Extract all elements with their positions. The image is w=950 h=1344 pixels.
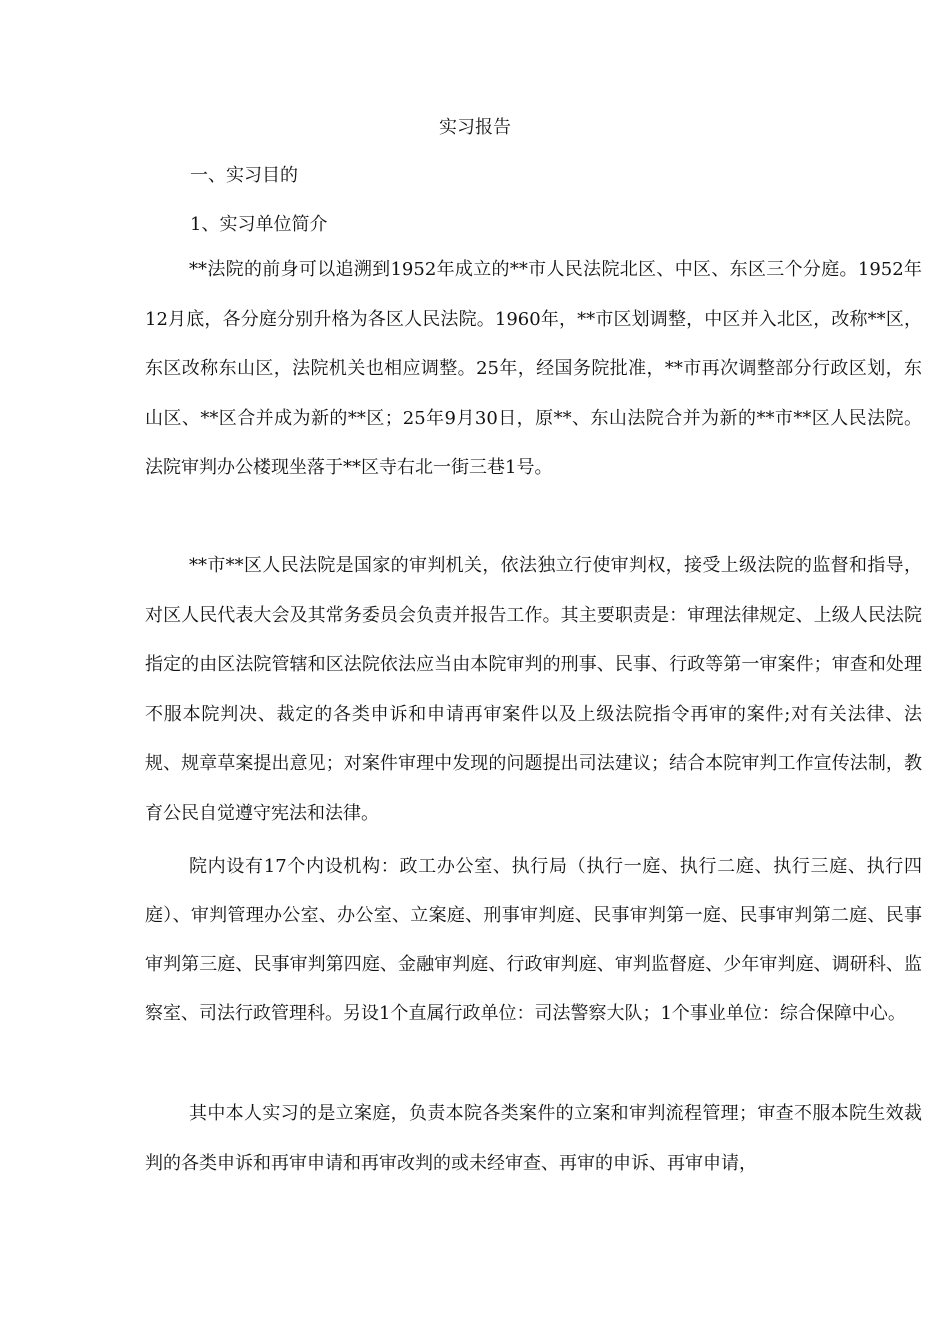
paragraph-departments: 院内设有17个内设机构：政工办公室、执行局（执行一庭、执行二庭、执行三庭、执行四庭）、审判管理办公室、办公室、立案庭、刑事审判庭、民事审判第一庭、民事审判第二庭、民事审判第三庭、民事审判第四庭、金融审判庭、行政审判庭、审判监督庭、少年审判庭、调研科、监察室、司法行政管理科。另设1个直属行政单位：司法警察大队；1个事业单位：综合保障中心。	[145, 856, 922, 1024]
section-heading: 一、实习目的	[190, 165, 298, 186]
document-title: 实习报告	[439, 117, 511, 138]
paragraph-internship-department: 其中本人实习的是立案庭，负责本院各类案件的立案和审判流程管理；审查不服本院生效裁判的各类申诉和再审申请和再审改判的或未经审查、再审的申诉、再审申请，	[145, 1103, 922, 1174]
subsection-heading: 1、实习单位简介	[190, 214, 328, 235]
paragraph-history: **法院的前身可以追溯到1952年成立的**市人民法院北区、中区、东区三个分庭。1952年12月底，各分庭分别升格为各区人民法院。1960年，**市区划调整，中区并入北区，改称**区，东区改称东山区，法院机关也相应调整。25年，经国务院批准，**市再次调整部分行政区划，东山区、**区合并成为新的**区；25年9月30日，原**、东山法院合并为新的**市**区人民法院。法院审判办公楼现坐落于**区寺右北一街三巷1号。	[145, 259, 922, 478]
paragraph-duties: **市**区人民法院是国家的审判机关，依法独立行使审判权，接受上级法院的监督和指导，对区人民代表大会及其常务委员会负责并报告工作。其主要职责是：审理法律规定、上级人民法院指定的由区法院管辖和区法院依法应当由本院审判的刑事、民事、行政等第一审案件；审查和处理不服本院判决、裁定的各类申诉和申请再审案件以及上级法院指令再审的案件;对有关法律、法规、规章草案提出意见；对案件审理中发现的问题提出司法建议；结合本院审判工作宣传法制，教育公民自觉遵守宪法和法律。	[145, 555, 922, 824]
